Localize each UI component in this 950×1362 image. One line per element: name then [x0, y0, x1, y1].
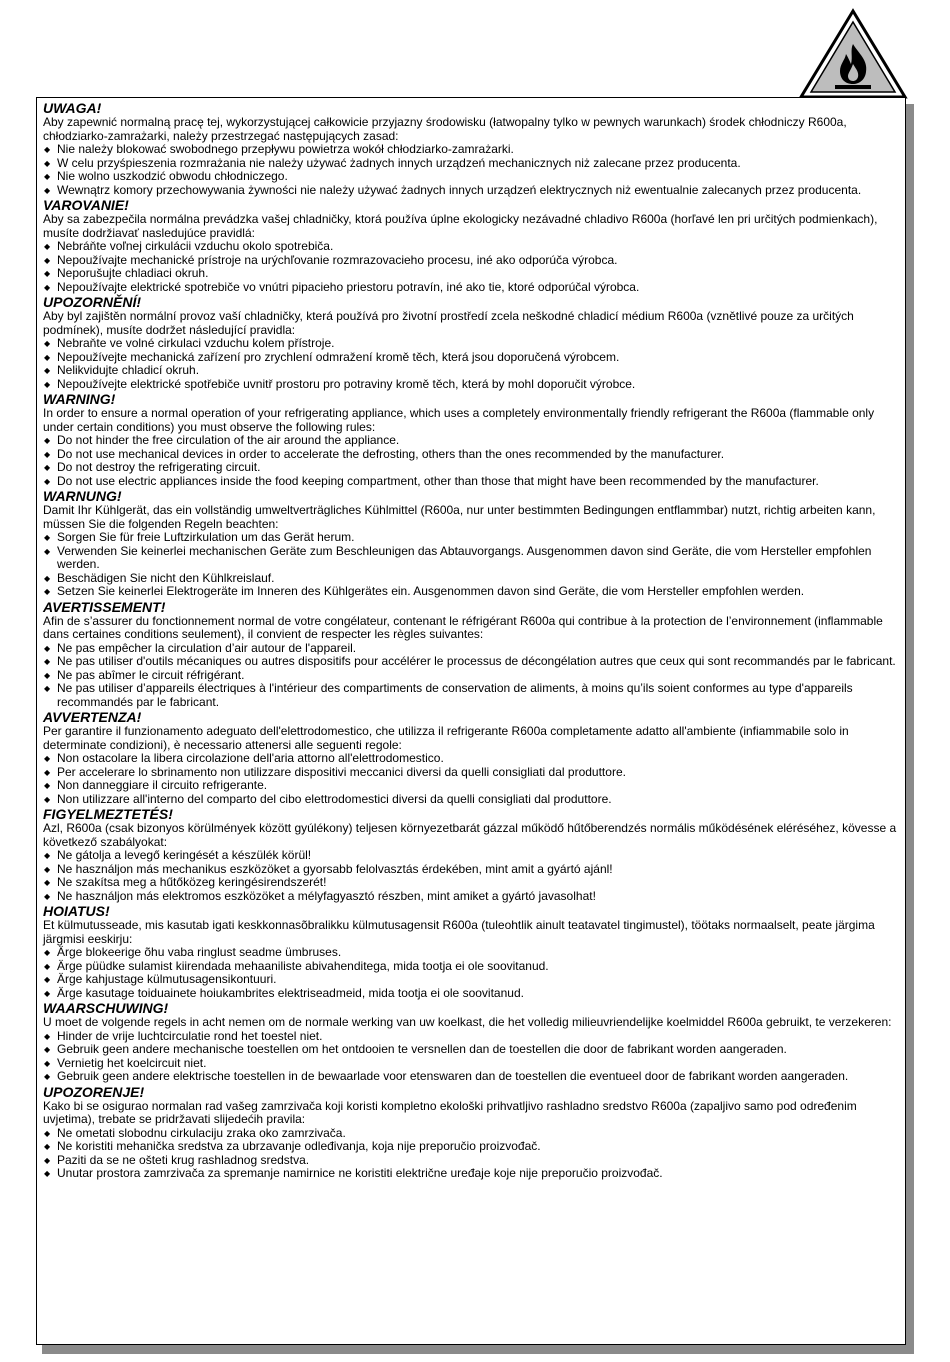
rule-item: ◆ Ne pas abîmer le circuit réfrigérant. — [43, 669, 899, 683]
rule-item: ◆ Nepoužívajte elektrické spotrebiče vo vnútri pipacieho priestoru potravín, iné ako tie, ktoré odporúčal výrobca. — [43, 281, 899, 295]
rule-item: ◆ Ne koristiti mehanička sredstva za ubrzavanje odleđivanja, koja nije preporučio proizvođač. — [43, 1140, 899, 1154]
rule-item: ◆ Paziti da se ne ošteti krug rashladnog sredstva. — [43, 1154, 899, 1168]
rule-item: ◆ Hinder de vrije luchtcirculatie rond het toestel niet. — [43, 1030, 899, 1044]
rule-item: ◆ Unutar prostora zamrzivača za spremanje namirnice ne koristiti električne uređaje koje nije preporučio proizvođač. — [43, 1167, 899, 1181]
rule-item: ◆ Nie wolno uszkodzić obwodu chłodniczego. — [43, 170, 899, 184]
warning-section — [43, 100, 899, 197]
rule-list — [43, 946, 899, 1000]
rule-item: ◆ Ne használjon más elektromos eszközöket a mélyfagyasztó részben, mint amiket a gyártó javasolhat! — [43, 890, 899, 904]
rule-item: ◆ Ärge püüdke sulamist kiirendada mehaaniliste abivahenditega, mida tootja ei ole soovitanud. — [43, 960, 899, 974]
rule-item: ◆ Ärge blokeerige õhu vaba ringlust seadme ümbruses. — [43, 946, 899, 960]
section-intro: Per garantire il funzionamento adeguato dell'elettrodomestico, che utilizza il refrigerante R600a completamente adatto all'ambiente (infiammabile solo in determinate condizioni), è necessario attenersi alle seguenti regole: — [43, 724, 849, 752]
rule-list — [43, 849, 899, 903]
rule-item: ◆ Sorgen Sie für freie Luftzirkulation um das Gerät herum. — [43, 531, 899, 545]
section-heading: AVERTISSEMENT! — [43, 598, 166, 615]
section-heading: UWAGA! — [43, 100, 102, 116]
section-heading: AVVERTENZA! — [43, 709, 142, 725]
rule-item: ◆ Wewnątrz komory przechowywania żywności nie należy używać żadnych innych urządzeń elektrycznych niż ewentualnie zalecanych przez producenta. — [43, 184, 899, 198]
warning-section — [43, 1084, 899, 1181]
rule-list — [43, 240, 899, 294]
rule-list — [43, 1030, 899, 1084]
section-heading: UPOZORNĚNÍ! — [43, 294, 141, 310]
rule-item: ◆ Nelikvidujte chladicí okruh. — [43, 364, 899, 378]
rule-item: ◆ Nepoužívajte mechanické prístroje na urýchľovanie rozmrazovacieho procesu, iné ako odporúča výrobca. — [43, 254, 899, 268]
rule-item: ◆ Nepoužívejte mechanická zařízení pro zrychlení odmražení kromě těch, která jsou doporučená výrobcem. — [43, 351, 899, 365]
section-intro: In order to ensure a normal operation of your refrigerating appliance, which uses a completely environmentally friendly refrigerant the R600a (flammable only under certain conditions) you must observe the following rules: — [43, 406, 875, 434]
warning-section — [43, 1000, 899, 1084]
rule-list — [43, 752, 899, 806]
section-heading: WARNUNG! — [43, 488, 122, 504]
rule-item: ◆ Ne pas utiliser d’appareils électriques à l'intérieur des compartiments de conservation de aliments, à moins qu’ils soient conformes au type d'appareils recommandés par le fabricant. — [43, 682, 899, 709]
warning-section — [43, 294, 899, 391]
warning-section — [43, 903, 899, 1000]
warning-section — [43, 806, 899, 903]
rule-list — [43, 337, 899, 391]
rule-item: ◆ Verwenden Sie keinerlei mechanischen Geräte zum Beschleunigen das Abtauvorgangs. Ausgenommen davon sind Geräte, die vom Hersteller empfohlen werden. — [43, 545, 899, 572]
section-intro: Azl, R600a (csak bizonyos körülmények között gyúlékony) teljesen környezetbarát gázzal működő hűtőberendzés normális működésének eléréséhez, kövesse a következő szabályokat: — [43, 821, 897, 849]
warning-section — [43, 197, 899, 294]
rule-item: ◆ Nie należy blokować swobodnego przepływu powietrza wokół chłodziarko-zamrażarki. — [43, 143, 899, 157]
rule-item: ◆ Ne használjon más mechanikus eszközöket a gyorsabb felolvasztás érdekében, mint amit a gyártó ajánl! — [43, 863, 899, 877]
section-intro: Aby byl zajištěn normální provoz vaší chladničky, která používá pro životní prostředí zcela neškodné chladicí médium R600a (vznětlivé pouze za určitých podmínek), musíte dodržet následující pravidla: — [43, 309, 854, 337]
section-intro: Aby zapewnić normalną pracę tej, wykorzystującej całkowicie przyjazny środowisku (łatwopalny tylko w pewnych warunkach) środek chłodniczy R600a, chłodziarko-zamrażarki, należy przestrzegać następujących zasad: — [43, 115, 847, 143]
warning-section — [43, 709, 899, 806]
section-heading: UPOZORENJE! — [43, 1083, 145, 1100]
rule-item: ◆ Vernietig het koelcircuit niet. — [43, 1057, 899, 1071]
rule-item: ◆ Gebruik geen andere mechanische toestellen om het ontdooien te versnellen dan de toestellen die door de fabrikant worden aangeraden. — [43, 1043, 899, 1057]
rule-list — [43, 1127, 899, 1181]
warning-content-box — [36, 97, 906, 1345]
rule-item: ◆ Neporušujte chladiaci okruh. — [43, 267, 899, 281]
section-intro: Kako bi se osigurao normalan rad vašeg zamrzivača koji koristi kompletno ekološki prihvatljivo rashladno sredstvo R600a (zapaljivo samo pod određenim uvjetima), trebate se pridržavati slijedećih pravila: — [43, 1098, 857, 1126]
rule-item: ◆ Nebráňte voľnej cirkulácii vzduchu okolo spotrebiča. — [43, 240, 899, 254]
rule-item: ◆ Non ostacolare la libera circolazione dell'aria attorno all'elettrodomestico. — [43, 752, 899, 766]
section-heading: VAROVANIE! — [43, 197, 129, 213]
section-intro: U moet de volgende regels in acht nemen om de normale werking van uw koelkast, die het volledig milieuvriendelijke koelmiddel R600a gebruikt, te verzekeren: — [43, 1015, 892, 1029]
rule-item: ◆ Nepoužívejte elektrické spotřebiče uvnitř prostoru pro potraviny kromě těch, která by mohl doporučit výrobce. — [43, 378, 899, 392]
rule-item: ◆ Ne pas empêcher la circulation d’air autour de l'appareil. — [43, 642, 899, 656]
section-intro: Damit Ihr Kühlgerät, das ein vollständig umweltverträgliches Kühlmittel (R600a, nur unter bestimmten Bedingungen entflammbar) nutzt, richtig arbeiten kann, müssen Sie die folgenden Regeln beachten: — [43, 503, 876, 531]
rule-item: ◆ Nebraňte ve volné cirkulaci vzduchu kolem přístroje. — [43, 337, 899, 351]
section-intro: Afin de s’assurer du fonctionnement normal de votre congélateur, contenant le réfrigérant R600a qui contribue à la protection de l’environnement (inflammable dans certaines conditions seulement), il convient de respecter les règles suivantes: — [43, 613, 883, 641]
rule-item: ◆ Do not use mechanical devices in order to accelerate the defrosting, others than the ones recommended by the manufacturer. — [43, 448, 899, 462]
warning-section — [43, 488, 899, 599]
rule-item: ◆ Ärge kasutage toiduainete hoiukambrites elektriseadmeid, mida tootja ei ole soovitanud. — [43, 987, 899, 1001]
section-intro: Aby sa zabezpečila normálna prevádzka vašej chladničky, ktorá používa úplne ekologicky nezávadné chladivo R600a (horľavé len pri určitých podmienkach), musíte dodržiavať nasledujúce pravidlá: — [43, 212, 878, 240]
rule-item: ◆ Ne gátolja a levegő keringését a készülék körül! — [43, 849, 899, 863]
section-heading: FIGYELMEZTETÉS! — [43, 806, 173, 822]
rule-item: ◆ W celu przyśpieszenia rozmrażania nie należy używać żadnych innych urządzeń mechanicznych niż zalecane przez producenta. — [43, 157, 899, 171]
warning-section — [43, 599, 899, 710]
rule-item: ◆ Non danneggiare il circuito refrigerante. — [43, 779, 899, 793]
rule-item: ◆ Beschädigen Sie nicht den Kühlkreislauf. — [43, 572, 899, 586]
rule-list — [43, 434, 899, 488]
rule-list — [43, 143, 899, 197]
rule-item: ◆ Ne ometati slobodnu cirkulaciju zraka oko zamrzivača. — [43, 1127, 899, 1141]
rule-item: ◆ Non utilizzare all'interno del comparto del cibo elettrodomestici diversi da quelli consigliati dal produttore. — [43, 793, 899, 807]
rule-list — [43, 531, 899, 599]
rule-item: ◆ Ne szakítsa meg a hűtőközeg keringésirendszerét! — [43, 876, 899, 890]
rule-item: ◆ Do not hinder the free circulation of the air around the appliance. — [43, 434, 899, 448]
warning-section — [43, 391, 899, 488]
rule-item: ◆ Do not destroy the refrigerating circuit. — [43, 461, 899, 475]
section-heading: WAARSCHUWING! — [43, 1000, 169, 1016]
rule-item: ◆ Ne pas utiliser d'outils mécaniques ou autres dispositifs pour accélérer le processus de décongélation autres que ceux qui sont recommandés par le fabricant. — [43, 655, 899, 669]
rule-item: ◆ Gebruik geen andere elektrische toestellen in de bewaarlade voor etenswaren dan de toestellen die eventueel door de fabrikant worden aangeraden. — [43, 1070, 899, 1084]
section-heading: WARNING! — [43, 391, 116, 407]
rule-item: ◆ Do not use electric appliances inside the food keeping compartment, other than those that might have been recommended by the manufacturer. — [43, 475, 899, 489]
rule-item: ◆ Setzen Sie keinerlei Elektrogeräte im Inneren des Kühlgerätes ein. Ausgenommen davon sind Geräte, die vom Hersteller empfohlen werden. — [43, 585, 899, 599]
section-heading: HOIATUS! — [43, 903, 110, 919]
section-intro: Et külmutusseade, mis kasutab igati keskkonnasõbralikku külmutusagensit R600a (tuleohtlik ainult teatavatel tingimustel), töötaks normaalselt, peate järgima järgmisi eeskirju: — [43, 918, 875, 946]
rule-item: ◆ Per accelerare lo sbrinamento non utilizzare dispositivi meccanici diversi da quelli consigliati dal produttore. — [43, 766, 899, 780]
rule-item: ◆ Ärge kahjustage külmutusagensikontuuri. — [43, 973, 899, 987]
rule-list — [43, 642, 899, 710]
flammable-warning-icon — [798, 8, 908, 100]
